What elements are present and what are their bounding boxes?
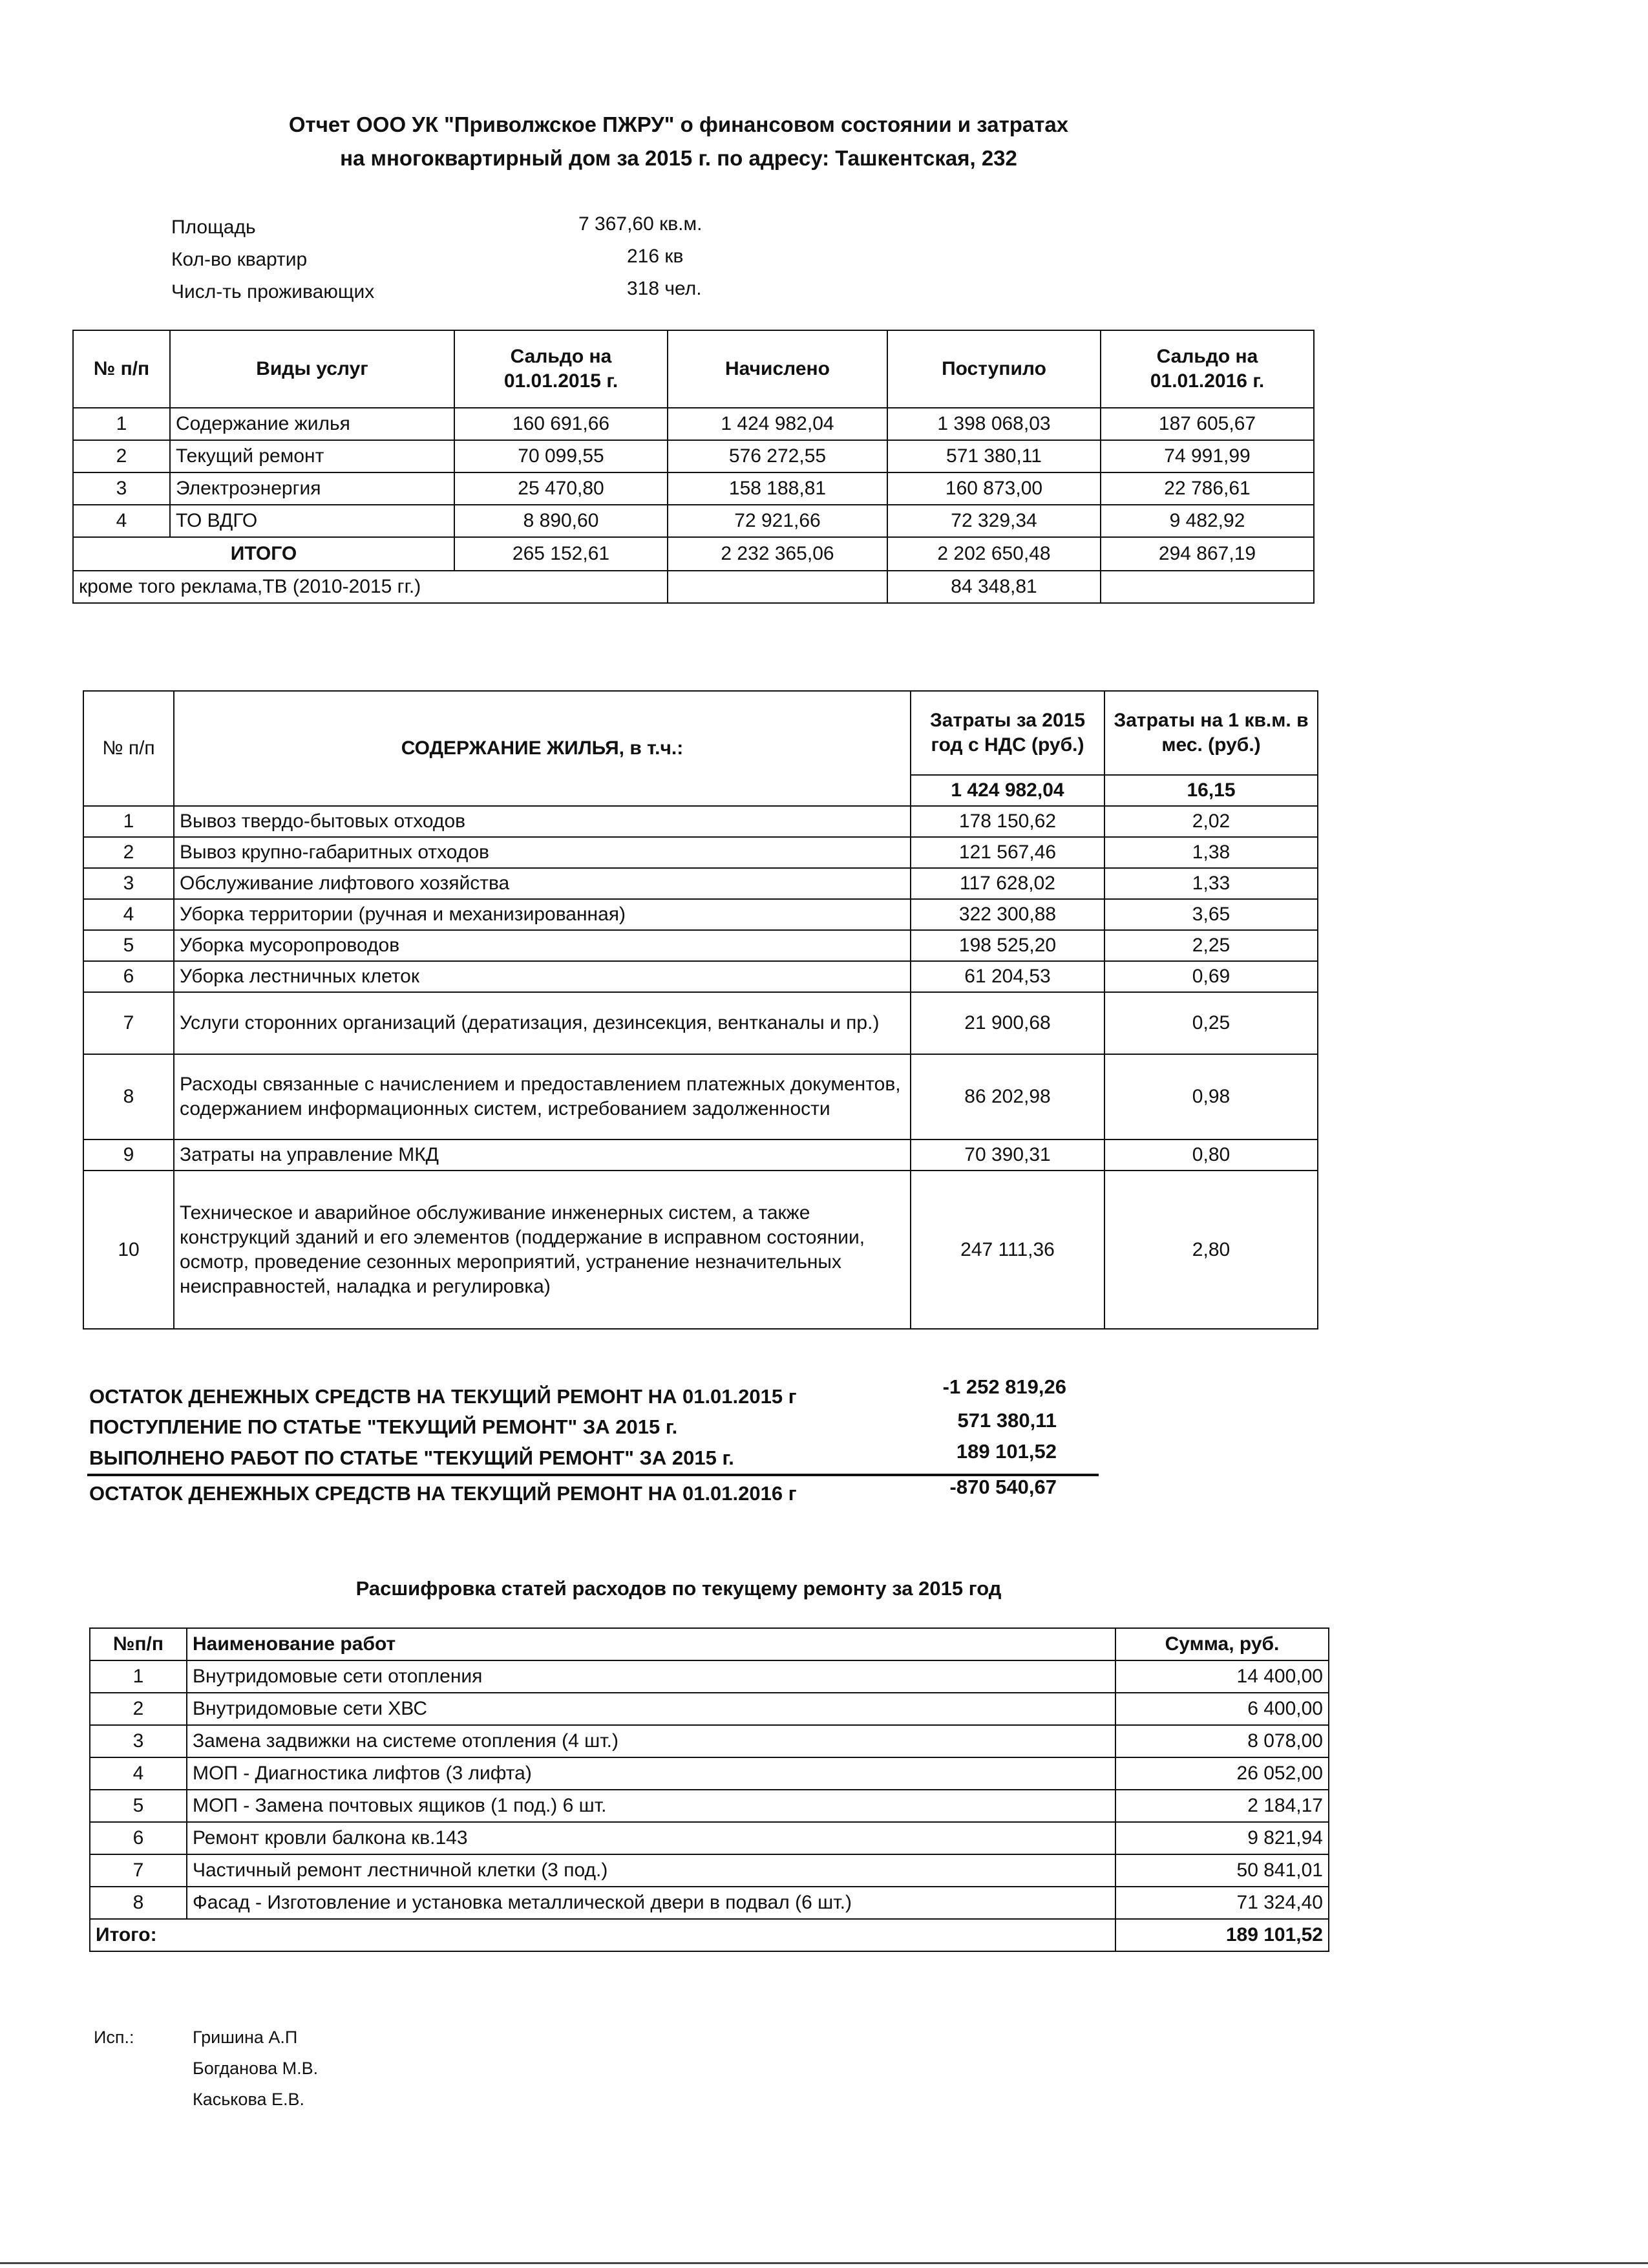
row-num: 10 bbox=[83, 1171, 174, 1329]
row-num: 2 bbox=[73, 440, 170, 472]
row-cost-year: 21 900,68 bbox=[911, 992, 1104, 1054]
row-service: ТО ВДГО bbox=[170, 505, 454, 537]
table-row bbox=[83, 961, 1318, 992]
balance-label-works: ВЫПОЛНЕНО РАБОТ ПО СТАТЬЕ "ТЕКУЩИЙ РЕМОНТ" ЗА 2015 г. bbox=[89, 1447, 734, 1469]
row-saldo-end: 74 991,99 bbox=[1101, 440, 1314, 472]
row-cost-year: 70 390,31 bbox=[911, 1139, 1104, 1171]
info-value-residents: 318 чел. bbox=[627, 278, 702, 299]
table-row bbox=[90, 1822, 1329, 1854]
table-row bbox=[83, 868, 1318, 899]
row-num: 2 bbox=[83, 837, 174, 868]
row-num: 3 bbox=[83, 868, 174, 899]
balance-label-start: ОСТАТОК ДЕНЕЖНЫХ СРЕДСТВ НА ТЕКУЩИЙ РЕМОНТ НА 01.01.2015 г bbox=[89, 1385, 797, 1408]
total-received: 2 202 650,48 bbox=[887, 537, 1101, 571]
row-num: 8 bbox=[90, 1887, 187, 1919]
extra-empty bbox=[668, 571, 887, 603]
total-label: Итого: bbox=[90, 1919, 1115, 1951]
row-work: Внутридомовые сети отопления bbox=[187, 1660, 1115, 1693]
maintenance-table bbox=[83, 690, 1318, 1330]
col-header-service: Виды услуг bbox=[170, 330, 454, 408]
row-cost-sqm: 1,38 bbox=[1104, 837, 1318, 868]
table-row bbox=[90, 1757, 1329, 1790]
row-cost-year: 247 111,36 bbox=[911, 1171, 1104, 1329]
row-work: Ремонт кровли балкона кв.143 bbox=[187, 1822, 1115, 1854]
table-row bbox=[90, 1887, 1329, 1919]
row-charged: 158 188,81 bbox=[668, 472, 887, 505]
table-row bbox=[83, 992, 1318, 1054]
row-cost-year: 117 628,02 bbox=[911, 868, 1104, 899]
row-charged: 72 921,66 bbox=[668, 505, 887, 537]
table-row bbox=[73, 440, 1314, 472]
info-value-area: 7 367,60 кв.м. bbox=[578, 213, 703, 235]
table-row bbox=[83, 806, 1318, 837]
row-service: Текущий ремонт bbox=[170, 440, 454, 472]
col-header-work: Наименование работ bbox=[187, 1628, 1115, 1660]
row-work: Частичный ремонт лестничной клетки (3 под.) bbox=[187, 1854, 1115, 1887]
table-row bbox=[83, 930, 1318, 961]
balance-value-start: -1 252 819,26 bbox=[942, 1375, 1066, 1398]
row-num: 1 bbox=[73, 408, 170, 440]
row-cost-year: 198 525,20 bbox=[911, 930, 1104, 961]
report-title-line1: Отчет ООО УК "Приволжское ПЖРУ" о финансовом состоянии и затратах bbox=[288, 112, 1069, 136]
row-num: 1 bbox=[90, 1660, 187, 1693]
row-cost-sqm: 0,25 bbox=[1104, 992, 1318, 1054]
col-header-num: № п/п bbox=[83, 691, 174, 806]
total-label: ИТОГО bbox=[73, 537, 454, 571]
row-charged: 576 272,55 bbox=[668, 440, 887, 472]
col-header-num: № п/п bbox=[73, 330, 170, 408]
row-cost-sqm: 0,69 bbox=[1104, 961, 1318, 992]
signatures-label: Исп.: bbox=[94, 2028, 134, 2047]
row-num: 2 bbox=[90, 1693, 187, 1725]
row-cost-sqm: 2,02 bbox=[1104, 806, 1318, 837]
row-num: 4 bbox=[73, 505, 170, 537]
row-charged: 1 424 982,04 bbox=[668, 408, 887, 440]
total-costs-sqm: 16,15 bbox=[1104, 775, 1318, 806]
table-row bbox=[73, 408, 1314, 440]
info-label-residents: Числ-ть проживающих bbox=[171, 281, 375, 302]
table-header-row bbox=[83, 691, 1318, 775]
row-work: МОП - Диагностика лифтов (3 лифта) bbox=[187, 1757, 1115, 1790]
col-header-costs-sqm: Затраты на 1 кв.м. в мес. (руб.) bbox=[1104, 691, 1318, 775]
row-num: 4 bbox=[90, 1757, 187, 1790]
row-sum: 8 078,00 bbox=[1115, 1725, 1329, 1757]
row-cost-sqm: 3,65 bbox=[1104, 899, 1318, 930]
table-row bbox=[73, 505, 1314, 537]
info-label-apartments: Кол-во квартир bbox=[171, 249, 308, 270]
table-row bbox=[90, 1854, 1329, 1887]
row-num: 7 bbox=[90, 1854, 187, 1887]
extra-row bbox=[73, 571, 1314, 603]
row-cost-sqm: 0,80 bbox=[1104, 1139, 1318, 1171]
total-saldo-end: 294 867,19 bbox=[1101, 537, 1314, 571]
repair-breakdown-title: Расшифровка статей расходов по текущему ремонту за 2015 год bbox=[355, 1577, 1002, 1600]
extra-empty bbox=[1101, 571, 1314, 603]
row-item: Услуги сторонних организаций (дератизация, дезинсекция, вентканалы и пр.) bbox=[174, 992, 911, 1054]
total-costs-year: 1 424 982,04 bbox=[911, 775, 1104, 806]
col-header-costs-year: Затраты за 2015 год с НДС (руб.) bbox=[911, 691, 1104, 775]
col-header-saldo-start: Сальдо на 01.01.2015 г. bbox=[454, 330, 668, 408]
row-saldo-start: 25 470,80 bbox=[454, 472, 668, 505]
balance-value-end: -870 540,67 bbox=[949, 1476, 1057, 1498]
table-row bbox=[83, 837, 1318, 868]
row-saldo-end: 9 482,92 bbox=[1101, 505, 1314, 537]
row-saldo-start: 70 099,55 bbox=[454, 440, 668, 472]
table-row bbox=[73, 472, 1314, 505]
total-charged: 2 232 365,06 bbox=[668, 537, 887, 571]
table-row bbox=[90, 1660, 1329, 1693]
row-service: Электроэнергия bbox=[170, 472, 454, 505]
row-saldo-end: 187 605,67 bbox=[1101, 408, 1314, 440]
row-cost-year: 322 300,88 bbox=[911, 899, 1104, 930]
row-num: 4 bbox=[83, 899, 174, 930]
row-item: Уборка лестничных клеток bbox=[174, 961, 911, 992]
row-saldo-start: 160 691,66 bbox=[454, 408, 668, 440]
row-saldo-end: 22 786,61 bbox=[1101, 472, 1314, 505]
row-num: 9 bbox=[83, 1139, 174, 1171]
row-received: 72 329,34 bbox=[887, 505, 1101, 537]
table-row bbox=[83, 1139, 1318, 1171]
report-title-line2: на многоквартирный дом за 2015 г. по адресу: Ташкентская, 232 bbox=[340, 146, 1017, 170]
row-work: Замена задвижки на системе отопления (4 шт.) bbox=[187, 1725, 1115, 1757]
col-header-received: Поступило bbox=[887, 330, 1101, 408]
row-cost-sqm: 1,33 bbox=[1104, 868, 1318, 899]
col-header-charged: Начислено bbox=[668, 330, 887, 408]
table-row bbox=[90, 1790, 1329, 1822]
table-row bbox=[90, 1693, 1329, 1725]
row-sum: 71 324,40 bbox=[1115, 1887, 1329, 1919]
balance-value-works: 189 101,52 bbox=[956, 1440, 1057, 1463]
row-work: Фасад - Изготовление и установка металлической двери в подвал (6 шт.) bbox=[187, 1887, 1115, 1919]
scan-edge bbox=[0, 2262, 1648, 2264]
signature-name: Богданова М.В. bbox=[193, 2059, 319, 2078]
row-item: Вывоз крупно-габаритных отходов bbox=[174, 837, 911, 868]
row-num: 6 bbox=[83, 961, 174, 992]
table-header-row bbox=[73, 330, 1314, 408]
table-row bbox=[83, 899, 1318, 930]
row-cost-year: 121 567,46 bbox=[911, 837, 1104, 868]
col-header-maintenance: СОДЕРЖАНИЕ ЖИЛЬЯ, в т.ч.: bbox=[174, 691, 911, 806]
extra-value: 84 348,81 bbox=[887, 571, 1101, 603]
total-saldo-start: 265 152,61 bbox=[454, 537, 668, 571]
row-cost-sqm: 0,98 bbox=[1104, 1054, 1318, 1139]
row-cost-year: 61 204,53 bbox=[911, 961, 1104, 992]
total-row bbox=[90, 1919, 1329, 1951]
total-row bbox=[73, 537, 1314, 571]
table-row bbox=[83, 1054, 1318, 1139]
row-received: 571 380,11 bbox=[887, 440, 1101, 472]
row-saldo-start: 8 890,60 bbox=[454, 505, 668, 537]
row-num: 5 bbox=[90, 1790, 187, 1822]
row-received: 1 398 068,03 bbox=[887, 408, 1101, 440]
row-num: 8 bbox=[83, 1054, 174, 1139]
table-row bbox=[83, 1171, 1318, 1329]
extra-label: кроме того реклама,ТВ (2010-2015 гг.) bbox=[73, 571, 668, 603]
signature-name: Каськова Е.В. bbox=[193, 2090, 305, 2109]
col-header-sum: Сумма, руб. bbox=[1115, 1628, 1329, 1660]
row-num: 3 bbox=[73, 472, 170, 505]
balance-label-income: ПОСТУПЛЕНИЕ ПО СТАТЬЕ "ТЕКУЩИЙ РЕМОНТ" ЗА 2015 г. bbox=[89, 1415, 678, 1438]
row-item: Техническое и аварийное обслуживание инженерных систем, а также конструкций зданий и его элементов (поддержание в исправном состоянии, осмотр, проведение сезонных мероприятий, устранение незначительных неисправностей, наладка и регулировка) bbox=[174, 1171, 911, 1329]
row-sum: 9 821,94 bbox=[1115, 1822, 1329, 1854]
row-item: Обслуживание лифтового хозяйства bbox=[174, 868, 911, 899]
row-num: 3 bbox=[90, 1725, 187, 1757]
info-value-apartments: 216 кв bbox=[627, 246, 684, 267]
row-work: МОП - Замена почтовых ящиков (1 под.) 6 шт. bbox=[187, 1790, 1115, 1822]
services-table bbox=[72, 330, 1315, 604]
row-item: Расходы связанные с начислением и предоставлением платежных документов, содержанием информационных систем, истребованием задолженности bbox=[174, 1054, 911, 1139]
row-item: Уборка мусоропроводов bbox=[174, 930, 911, 961]
total-sum: 189 101,52 bbox=[1115, 1919, 1329, 1951]
signature-name: Гришина А.П bbox=[193, 2028, 298, 2047]
row-sum: 14 400,00 bbox=[1115, 1660, 1329, 1693]
table-header-row bbox=[90, 1628, 1329, 1660]
row-sum: 6 400,00 bbox=[1115, 1693, 1329, 1725]
row-received: 160 873,00 bbox=[887, 472, 1101, 505]
repairs-table bbox=[89, 1627, 1329, 1952]
row-item: Вывоз твердо-бытовых отходов bbox=[174, 806, 911, 837]
row-work: Внутридомовые сети ХВС bbox=[187, 1693, 1115, 1725]
row-cost-year: 86 202,98 bbox=[911, 1054, 1104, 1139]
row-sum: 50 841,01 bbox=[1115, 1854, 1329, 1887]
info-label-area: Площадь bbox=[171, 217, 256, 238]
balance-label-end: ОСТАТОК ДЕНЕЖНЫХ СРЕДСТВ НА ТЕКУЩИЙ РЕМОНТ НА 01.01.2016 г bbox=[89, 1482, 797, 1505]
row-cost-sqm: 2,25 bbox=[1104, 930, 1318, 961]
row-item: Затраты на управление МКД bbox=[174, 1139, 911, 1171]
row-sum: 2 184,17 bbox=[1115, 1790, 1329, 1822]
row-item: Уборка территории (ручная и механизированная) bbox=[174, 899, 911, 930]
row-num: 1 bbox=[83, 806, 174, 837]
row-cost-year: 178 150,62 bbox=[911, 806, 1104, 837]
row-cost-sqm: 2,80 bbox=[1104, 1171, 1318, 1329]
row-service: Содержание жилья bbox=[170, 408, 454, 440]
col-header-num: №п/п bbox=[90, 1628, 187, 1660]
row-num: 5 bbox=[83, 930, 174, 961]
row-num: 6 bbox=[90, 1822, 187, 1854]
row-sum: 26 052,00 bbox=[1115, 1757, 1329, 1790]
col-header-saldo-end: Сальдо на 01.01.2016 г. bbox=[1101, 330, 1314, 408]
balance-value-income: 571 380,11 bbox=[957, 1409, 1057, 1432]
row-num: 7 bbox=[83, 992, 174, 1054]
table-row bbox=[90, 1725, 1329, 1757]
